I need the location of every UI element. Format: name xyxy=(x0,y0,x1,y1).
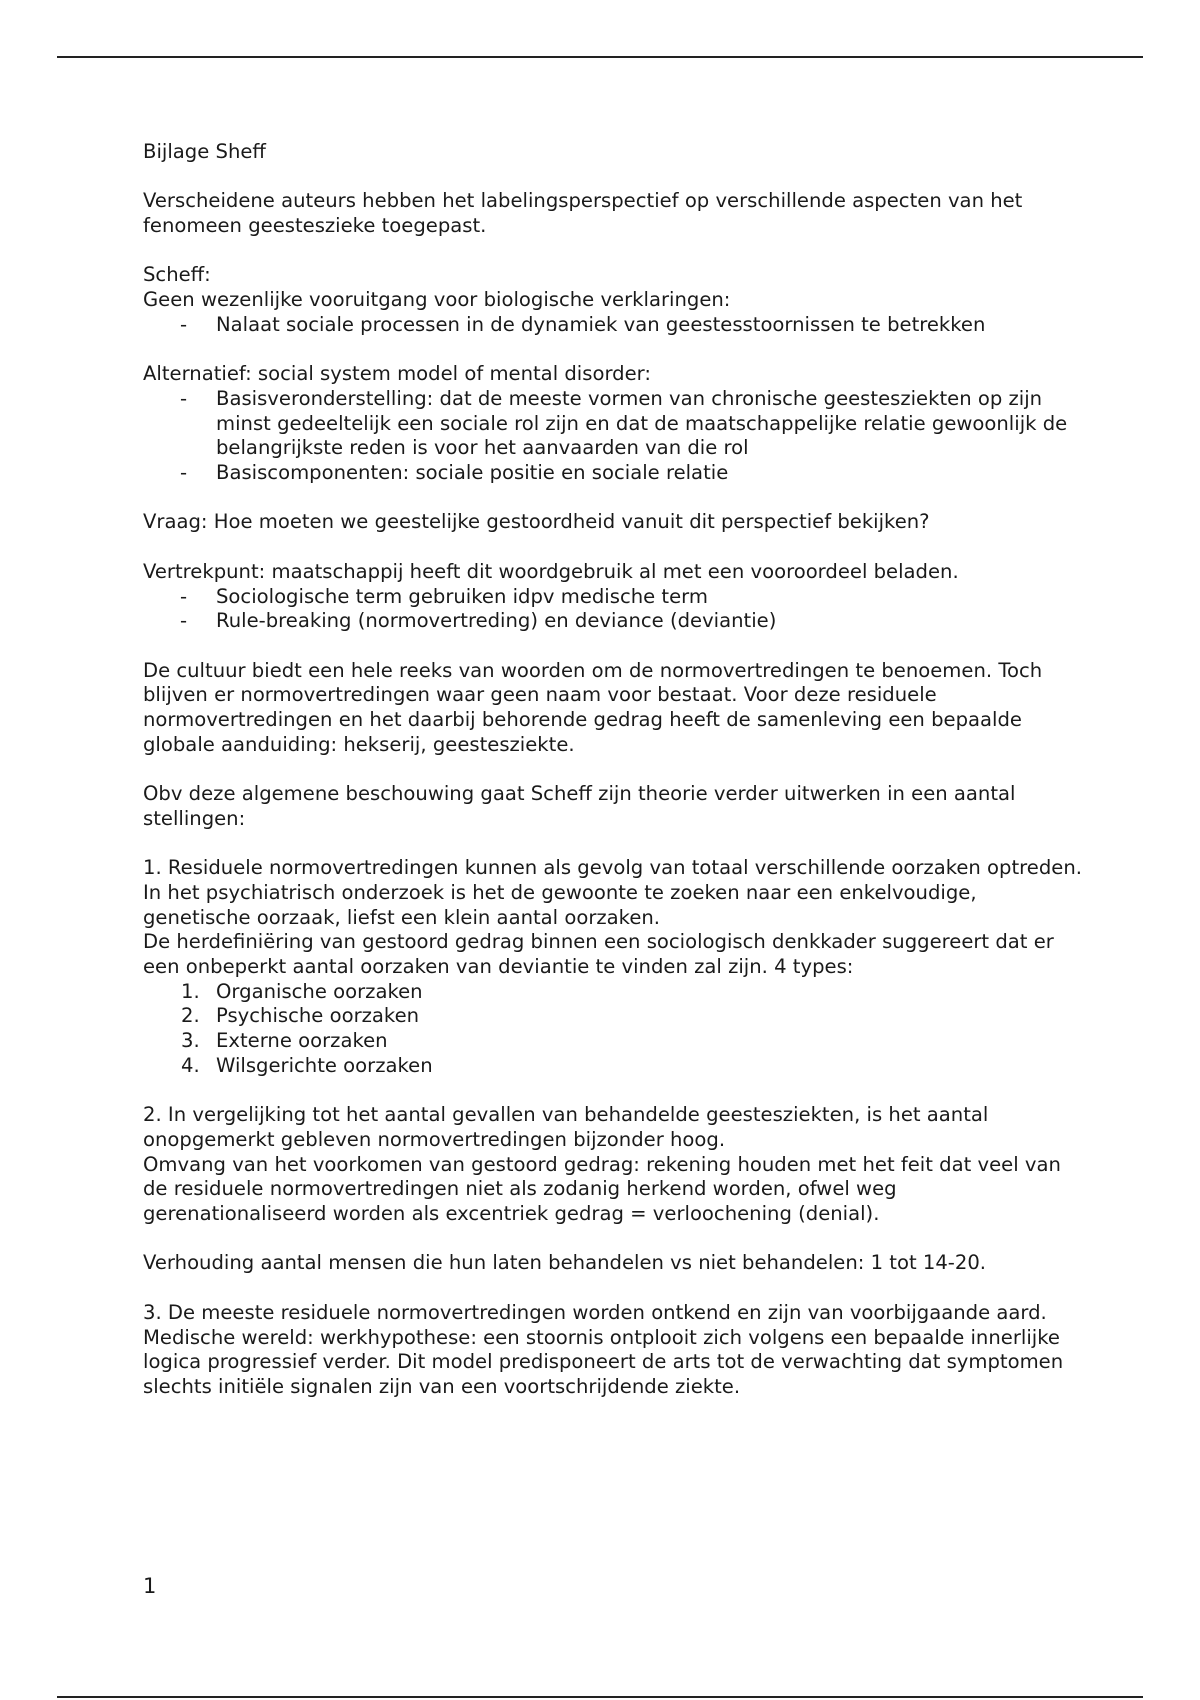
list-item: - Nalaat sociale processen in de dynamiek van geestesstoornissen te betrekken xyxy=(180,312,986,336)
alternative-line: Alternatief: social system model of mental disorder: xyxy=(143,362,651,386)
question-line: Vraag: Hoe moeten we geestelijke gestoordheid vanuit dit perspectief bekijken? xyxy=(143,510,930,534)
scheff-heading: Scheff: xyxy=(143,263,211,287)
footer-rule xyxy=(57,1696,1143,1698)
dash-marker: - xyxy=(180,386,188,410)
list-item: 1. Organische oorzaken xyxy=(181,979,423,1003)
list-item: 3. Externe oorzaken xyxy=(181,1029,388,1053)
dash-marker: - xyxy=(180,312,188,336)
header-rule xyxy=(57,56,1143,58)
alternative-bullet-list xyxy=(143,387,1083,486)
obv-paragraph: Obv deze algemene beschouwing gaat Scheff zijn theorie verder uitwerken in een aantal stellingen: xyxy=(143,782,1016,830)
list-item: - Sociologische term gebruiken idpv medische term xyxy=(180,584,708,608)
stelling-1-line-2: De herdefiniëring van gestoord gedrag binnen een sociologisch denkkader suggereert dat er een onbeperkt aantal oorzaken van deviantie te vinden zal zijn. 4 types: xyxy=(143,930,1054,979)
ratio-line: Verhouding aantal mensen die hun laten behandelen vs niet behandelen: 1 tot 14-20. xyxy=(143,1251,987,1275)
scheff-line: Geen wezenlijke vooruitgang voor biologische verklaringen: xyxy=(143,288,731,312)
document-body xyxy=(143,140,1083,1400)
list-item: - Basiscomponenten: sociale positie en sociale relatie xyxy=(180,461,729,485)
list-item: - Rule-breaking (normovertreding) en deviance (deviantie) xyxy=(180,609,777,633)
list-item: 4. Wilsgerichte oorzaken xyxy=(181,1053,433,1077)
intro-paragraph: Verscheidene auteurs hebben het labelingsperspectief op verschillende aspecten van het fenomeen geesteszieke toegepast. xyxy=(143,189,1023,238)
list-item: 2. Psychische oorzaken xyxy=(181,1004,420,1028)
document-title: Bijlage Sheff xyxy=(143,140,266,163)
stelling-2-heading: 2. In vergelijking tot het aantal gevallen van behandelde geestesziekten, is het aantal onopgemerkt gebleven normovertredingen bijzonder hoog. xyxy=(143,1103,989,1151)
dash-marker: - xyxy=(180,609,188,633)
page-number: 1 xyxy=(143,1574,157,1598)
starting-point-line: Vertrekpunt: maatschappij heeft dit woordgebruik al met een vooroordeel beladen. xyxy=(143,559,959,583)
starting-bullet-list xyxy=(143,585,1083,634)
dash-marker: - xyxy=(180,461,188,485)
cause-types-list xyxy=(143,980,1083,1079)
stelling-1-line-1: In het psychiatrisch onderzoek is het de gewoonte te zoeken naar een enkelvoudige, genetische oorzaak, liefst een klein aantal oorzaken. xyxy=(143,880,977,929)
stelling-1-heading: 1. Residuele normovertredingen kunnen als gevolg van totaal verschillende oorzaken optreden. xyxy=(143,856,1082,880)
stelling-3-body: Medische wereld: werkhypothese: een stoornis ontplooit zich volgens een bepaalde innerlijke logica progressief verder. Dit model predisponeert de arts tot de verwachting dat symptomen slechts initiële signalen zijn van een voortschrijdende ziekte. xyxy=(143,1325,1064,1398)
culture-paragraph: De cultuur biedt een hele reeks van woorden om de normovertredingen te benoemen. Toch blijven er normovertredingen waar geen naam voor bestaat. Voor deze residuele normovertredingen en het daarbij behorende gedrag heeft de samenleving een bepaalde globale aanduiding: hekserij, geestesziekte. xyxy=(143,658,1043,756)
scheff-bullet-list xyxy=(143,313,1083,338)
stelling-2-body: Omvang van het voorkomen van gestoord gedrag: rekening houden met het feit dat veel van de residuele normovertredingen niet als zodanig herkend worden, ofwel weg gerenationaliseerd worden als excentriek gedrag = verloochening (denial). xyxy=(143,1152,1061,1226)
dash-marker: - xyxy=(180,584,188,608)
list-item: - Basisveronderstelling: dat de meeste vormen van chronische geestesziekten op zijn minst gedeeltelijk een sociale rol zijn en dat de maatschappelijke relatie gewoonlijk de belangrijkste reden is voor het aanvaarden van die rol xyxy=(180,386,1068,460)
stelling-3-heading: 3. De meeste residuele normovertredingen worden ontkend en zijn van voorbijgaande aard. xyxy=(143,1300,1047,1324)
